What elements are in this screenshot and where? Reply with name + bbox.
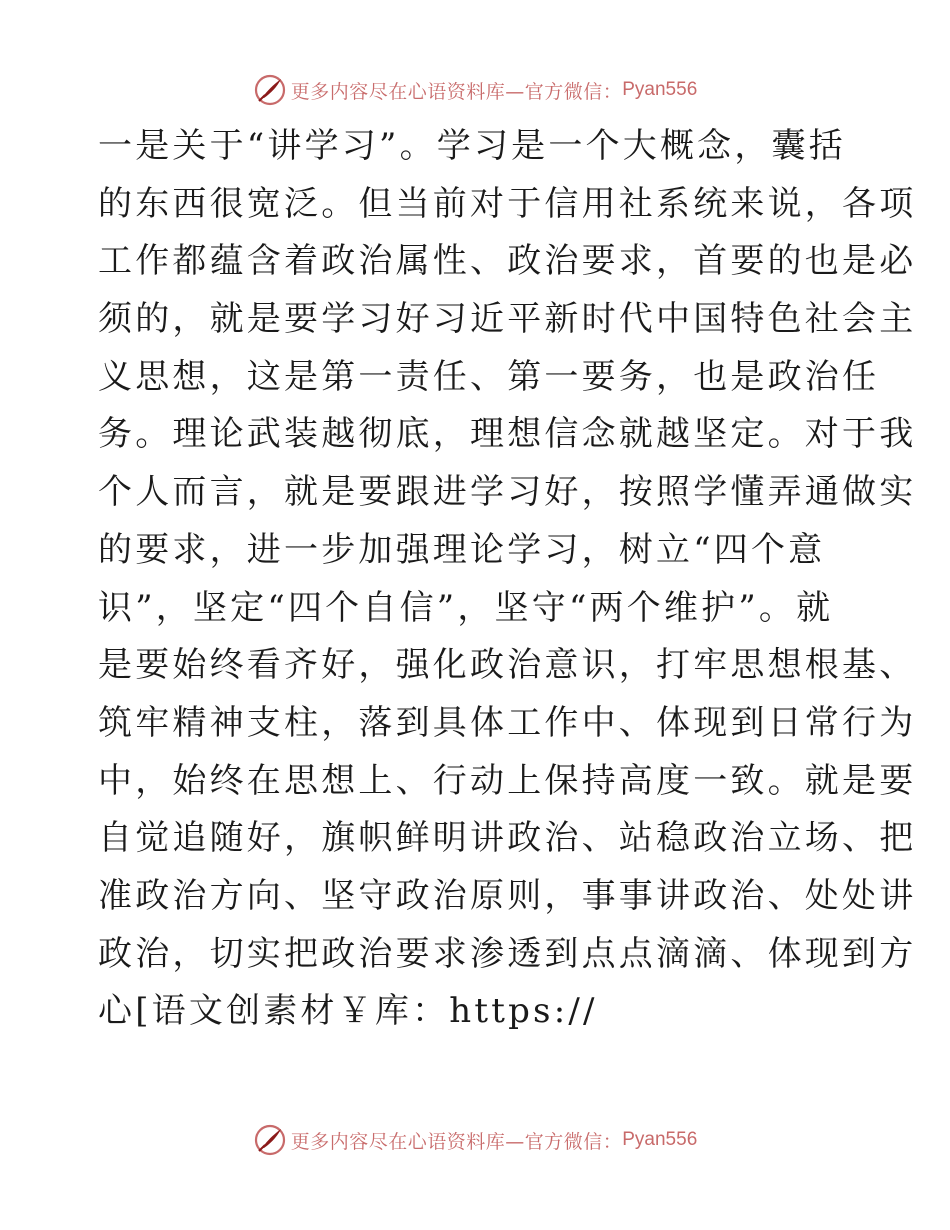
banner-text: 更多内容尽在心语资料库—官方微信： xyxy=(290,1130,623,1153)
quill-pen-logo-icon xyxy=(253,1123,287,1157)
quill-pen-logo-icon xyxy=(253,73,287,107)
text-line: 须的，就是要学习好习近平新时代中国特色社会主 xyxy=(98,299,917,340)
text-line: 中，始终在思想上、行动上保持高度一致。就是要 xyxy=(98,760,917,801)
text-line: 识”，坚定“四个自信”，坚守“两个维护”。就 xyxy=(98,587,834,628)
text-line: 自觉追随好，旗帜鲜明讲政治、站稳政治立场、把 xyxy=(98,818,917,859)
text-line: 务。理论武装越彻底，理想信念就越坚定。对于我 xyxy=(98,414,917,455)
text-line: 一是关于“讲学习”。学习是一个大概念，囊括 xyxy=(98,126,846,166)
text-line: 准政治方向、坚守政治原则，事事讲政治、处处讲 xyxy=(98,875,917,916)
text-line: 的要求，进一步加强理论学习，树立“四个意 xyxy=(98,529,826,570)
text-line: 义思想，这是第一责任、第一要务，也是政治任 xyxy=(98,356,880,397)
text-line: 的东西很宽泛。但当前对于信用社系统来说，各项 xyxy=(98,183,917,224)
text-line: 心[语文创素材￥库：https:// xyxy=(98,991,598,1032)
wechat-account: Pyan556 xyxy=(622,1129,698,1150)
footer-banner xyxy=(0,1120,950,1160)
header-banner xyxy=(0,70,950,110)
wechat-account: Pyan556 xyxy=(622,79,698,100)
text-line: 政治，切实把政治要求渗透到点点滴滴、体现到方 xyxy=(98,933,917,974)
document-body xyxy=(98,118,917,1041)
text-line: 个人而言，就是要跟进学习好，按照学懂弄通做实 xyxy=(98,472,917,513)
text-line: 筑牢精神支柱，落到具体工作中、体现到日常行为 xyxy=(98,702,917,743)
text-line: 工作都蕴含着政治属性、政治要求，首要的也是必 xyxy=(98,241,917,282)
banner-text: 更多内容尽在心语资料库—官方微信： xyxy=(290,80,623,103)
text-line: 是要始终看齐好，强化政治意识，打牢思想根基、 xyxy=(98,645,917,686)
